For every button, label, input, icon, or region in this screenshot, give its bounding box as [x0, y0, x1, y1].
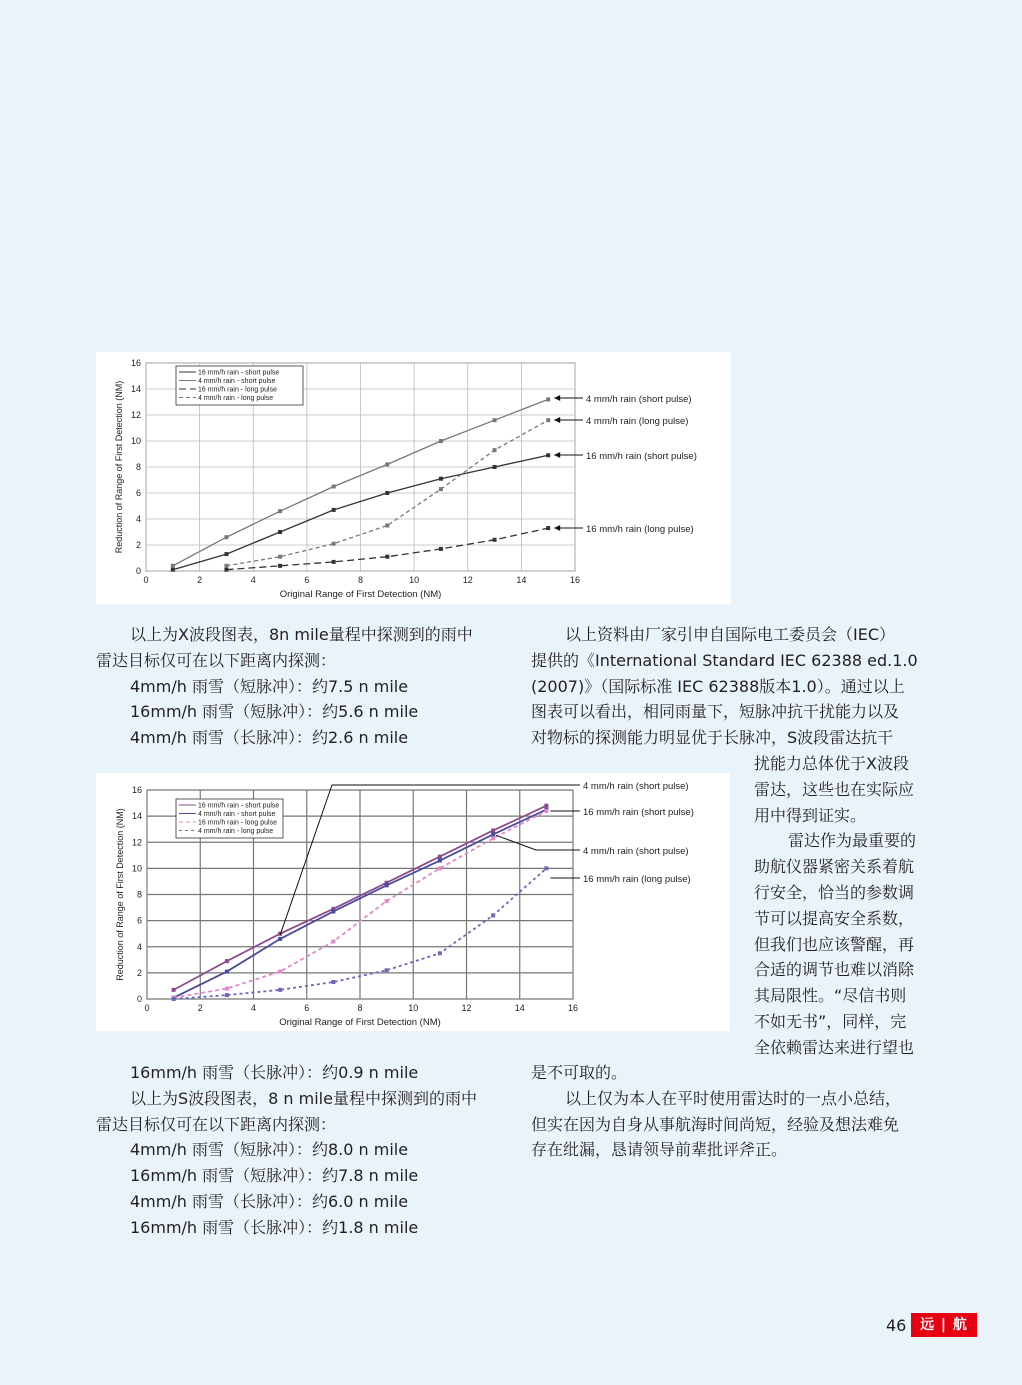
data-point — [438, 859, 442, 863]
data-point — [224, 552, 228, 556]
annotation-label: 16 mm/h rain (long pulse) — [583, 874, 691, 885]
y-tick-label: 14 — [131, 811, 142, 822]
text-line: 雷达目标仅可在以下距离内探测： — [96, 1114, 337, 1134]
y-tick-label: 2 — [136, 967, 142, 978]
y-axis-label: Reduction of Range of First Detection (NM) — [115, 808, 125, 981]
left-text-block-1 — [96, 622, 473, 751]
text-line: 扰能力总体优于X波段 — [754, 754, 909, 773]
data-point — [491, 828, 495, 832]
y-tick-label: 4 — [135, 514, 141, 524]
text-line: 以上资料由厂家引申自国际电工委员会（IEC） — [565, 625, 896, 644]
data-point — [491, 913, 495, 917]
data-point — [224, 535, 228, 539]
left-text-block-2 — [96, 1060, 477, 1241]
data-point — [332, 560, 336, 564]
y-tick-label: 0 — [135, 566, 141, 576]
text-line: 是不可取的。 — [531, 1063, 628, 1082]
data-point — [438, 951, 442, 955]
x-tick-label: 8 — [357, 1003, 363, 1013]
y-tick-label: 12 — [130, 410, 141, 420]
data-point — [278, 564, 282, 568]
text-line: 雷达作为最重要的 — [788, 831, 917, 851]
text-line: 以上仅为本人在平时使用雷达时的一点小总结， — [565, 1088, 902, 1108]
data-point — [546, 526, 550, 530]
annotation-label: 16 mm/h rain (short pulse) — [583, 807, 694, 818]
x-tick-label: 6 — [304, 575, 310, 585]
text-line: 以上为S波段图表，8 n mile量程中探测到的雨中 — [130, 1088, 477, 1108]
legend-entry: 4 mm/h rain - short pulse — [198, 378, 276, 385]
data-point — [493, 465, 497, 469]
y-tick-label: 16 — [130, 358, 141, 368]
x-tick-label: 14 — [514, 1003, 525, 1013]
text-line: 4mm/h 雨雪（长脉冲）：约2.6 n mile — [130, 728, 409, 748]
data-point — [278, 530, 282, 534]
text-line: 节可以提高安全系数， — [754, 908, 915, 928]
data-point — [172, 988, 176, 992]
legend-entry: 16 mm/h rain - long pulse — [198, 386, 277, 394]
text-line: 4mm/h 雨雪（长脉冲）：约6.0 n mile — [130, 1191, 409, 1211]
right-text-block-narrow — [754, 751, 916, 1061]
s-band-chart — [96, 773, 730, 1031]
text-line: 存在纰漏，恳请领导前辈批评斧正。 — [531, 1140, 788, 1160]
y-tick-label: 0 — [136, 994, 142, 1004]
data-point — [385, 899, 389, 903]
annotation-label: 16 mm/h rain (long pulse) — [586, 524, 694, 535]
x-tick-label: 8 — [357, 575, 364, 585]
text-line: 全依赖雷达来进行望也 — [754, 1037, 915, 1057]
x-tick-label: 0 — [144, 1003, 150, 1013]
data-point — [546, 397, 550, 401]
data-point — [544, 804, 548, 808]
text-line: 16mm/h 雨雪（短脉冲）：约5.6 n mile — [130, 702, 419, 722]
x-tick-label: 0 — [143, 575, 149, 585]
data-point — [385, 968, 389, 972]
legend-entry: 4 mm/h rain - short pulse — [198, 811, 276, 818]
data-point — [546, 418, 550, 422]
data-point — [224, 564, 228, 568]
data-point — [225, 970, 229, 974]
data-point — [439, 547, 443, 551]
data-point — [439, 439, 443, 443]
annotation-label: 4 mm/h rain (short pulse) — [583, 846, 689, 857]
text-line: 雷达，这些也在实际应 — [754, 779, 915, 799]
data-point — [225, 987, 229, 991]
y-tick-label: 8 — [135, 462, 141, 472]
text-line: 助航仪器紧密关系着航 — [754, 857, 915, 877]
x-tick-label: 14 — [516, 575, 527, 585]
data-point — [438, 866, 442, 870]
text-line: 4mm/h 雨雪（短脉冲）：约8.0 n mile — [130, 1140, 409, 1160]
text-line: 16mm/h 雨雪（长脉冲）：约1.8 n mile — [130, 1217, 419, 1237]
x-tick-label: 10 — [408, 1003, 419, 1013]
data-point — [332, 508, 336, 512]
data-point — [493, 538, 497, 542]
y-tick-label: 4 — [136, 941, 142, 952]
annotation-label: 4 mm/h rain (short pulse) — [583, 781, 689, 792]
data-point — [546, 453, 550, 457]
data-point — [385, 555, 389, 559]
data-point — [385, 491, 389, 495]
y-tick-label: 6 — [135, 488, 141, 498]
x-band-chart-svg — [96, 352, 731, 604]
magazine-logo: 远 | 航 — [911, 1313, 977, 1337]
page-number: 46 — [886, 1316, 907, 1335]
right-text-block-2 — [531, 1060, 901, 1163]
text-line: 雷达目标仅可在以下距离内探测： — [96, 650, 337, 670]
data-point — [225, 993, 229, 997]
data-point — [385, 883, 389, 887]
text-line: 用中得到证实。 — [754, 805, 867, 825]
y-tick-label: 2 — [135, 540, 141, 550]
y-axis-label: Reduction of Range of First Detection (NM) — [114, 380, 124, 554]
text-line: 16mm/h 雨雪（长脉冲）：约0.9 n mile — [130, 1063, 419, 1082]
data-point — [171, 564, 175, 568]
x-band-chart — [96, 352, 731, 604]
x-tick-label: 4 — [250, 575, 256, 585]
y-tick-label: 10 — [130, 436, 141, 446]
y-tick-label: 6 — [136, 915, 142, 926]
plot-area — [114, 358, 697, 600]
data-point — [331, 940, 335, 944]
legend-entry: 4 mm/h rain - long pulse — [198, 828, 274, 835]
text-line: 但我们也应该警醒，再 — [754, 934, 915, 954]
right-text-block-1 — [531, 622, 918, 751]
data-point — [332, 485, 336, 489]
data-point — [278, 937, 282, 941]
data-point — [225, 959, 229, 963]
legend-entry: 16 mm/h rain - long pulse — [198, 819, 277, 827]
y-tick-label: 14 — [130, 384, 141, 394]
x-tick-label: 10 — [409, 575, 420, 585]
text-line: 16mm/h 雨雪（短脉冲）：约7.8 n mile — [130, 1166, 419, 1186]
data-point — [172, 997, 176, 1001]
data-point — [278, 509, 282, 513]
data-point — [331, 909, 335, 913]
data-point — [439, 477, 443, 481]
x-tick-label: 12 — [461, 1003, 472, 1013]
data-point — [332, 542, 336, 546]
y-tick-label: 12 — [131, 837, 142, 848]
s-band-chart-svg — [96, 773, 730, 1031]
data-point — [278, 555, 282, 559]
y-tick-label: 10 — [131, 863, 142, 874]
x-tick-label: 12 — [462, 575, 473, 585]
y-tick-label: 8 — [136, 889, 142, 900]
data-point — [385, 462, 389, 466]
data-point — [171, 568, 175, 572]
data-point — [439, 487, 443, 491]
annotation-label: 16 mm/h rain (short pulse) — [586, 451, 697, 462]
data-point — [278, 988, 282, 992]
data-point — [491, 836, 495, 840]
text-line: 图表可以看出，相同雨量下，短脉冲抗干扰能力以及 — [531, 702, 900, 722]
x-tick-label: 16 — [569, 575, 581, 585]
text-line: 提供的《International Standard IEC 62388 ed.1.0 — [531, 650, 918, 670]
data-point — [491, 832, 495, 836]
legend-entry: 16 mm/h rain - short pulse — [198, 802, 280, 810]
data-point — [224, 568, 228, 572]
x-axis-label: Original Range of First Detection (NM) — [279, 589, 442, 600]
annotation-label: 4 mm/h rain (long pulse) — [586, 416, 689, 427]
x-tick-label: 4 — [250, 1003, 257, 1013]
y-tick-label: 16 — [131, 785, 142, 795]
data-point — [438, 855, 442, 859]
text-line: 不如无书”，同样，完 — [754, 1011, 907, 1031]
text-line: 其局限性。“尽信书则 — [754, 986, 907, 1006]
x-tick-label: 16 — [567, 1003, 579, 1013]
text-line: (2007)》（国际标准 IEC 62388版本1.0）。通过以上 — [531, 676, 905, 696]
text-line: 4mm/h 雨雪（短脉冲）：约7.5 n mile — [130, 676, 409, 696]
data-point — [278, 970, 282, 974]
x-tick-label: 2 — [197, 575, 203, 585]
data-point — [544, 866, 548, 870]
legend-entry: 16 mm/h rain - short pulse — [198, 369, 280, 377]
data-point — [385, 524, 389, 528]
data-point — [331, 980, 335, 984]
x-axis-label: Original Range of First Detection (NM) — [279, 1017, 441, 1028]
legend-entry: 4 mm/h rain - long pulse — [198, 395, 274, 402]
text-line: 行安全，恰当的参数调 — [754, 882, 915, 902]
data-point — [493, 418, 497, 422]
data-point — [544, 809, 548, 813]
x-tick-label: 6 — [304, 1003, 310, 1013]
text-line: 但实在因为自身从事航海时间尚短，经验及想法难免 — [531, 1114, 900, 1134]
text-line: 合适的调节也难以消除 — [754, 960, 915, 980]
x-tick-label: 2 — [197, 1003, 203, 1013]
data-point — [493, 448, 497, 452]
text-line: 以上为X波段图表，8n mile量程中探测到的雨中 — [130, 625, 473, 644]
text-line: 对物标的探测能力明显优于长脉冲，S波段雷达抗干 — [531, 728, 894, 748]
plot-area — [115, 781, 694, 1028]
annotation-label: 4 mm/h rain (short pulse) — [586, 394, 692, 405]
